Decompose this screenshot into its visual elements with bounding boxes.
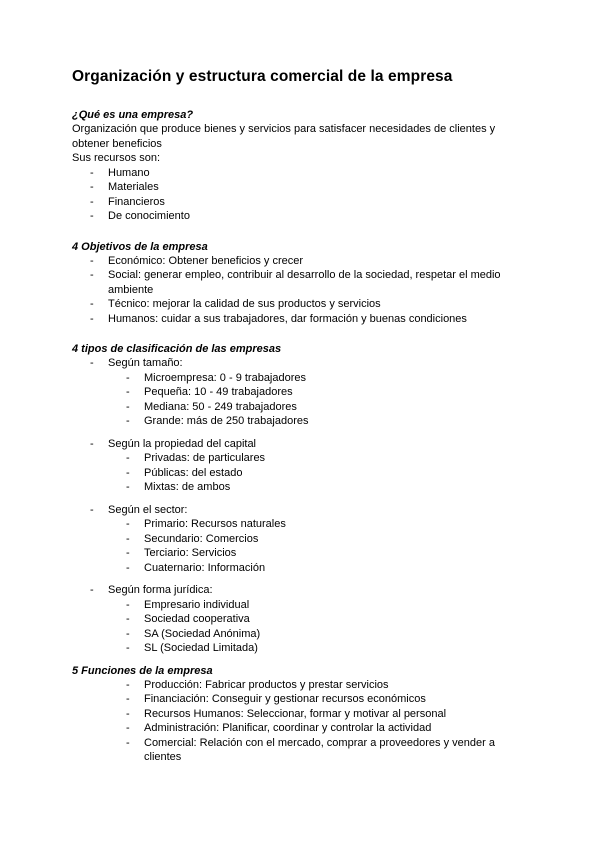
list-item: - Pequeña: 10 - 49 trabajadores [72,385,532,400]
section-funciones [72,664,532,765]
list-item: - Públicas: del estado [72,466,532,481]
group-label: - Según forma jurídica: [72,583,532,598]
list-item: - Grande: más de 250 trabajadores [72,414,532,429]
list-item: - Financiación: Conseguir y gestionar recursos económicos [72,692,532,707]
group-label: - Según el sector: [72,503,532,518]
section-heading: ¿Qué es una empresa? [72,109,194,121]
page-title: Organización y estructura comercial de la empresa [72,68,453,85]
list-item: - Humano [72,166,532,181]
section-heading: 4 Objetivos de la empresa [72,240,208,253]
list-item: - Económico: Obtener beneficios y crecer [72,254,532,269]
list-item: - Técnico: mejorar la calidad de sus productos y servicios [72,297,532,312]
list-item: - Primario: Recursos naturales [72,517,532,532]
resources-list [72,166,532,224]
list-item: - De conocimiento [72,209,532,224]
group-label: - Según tamaño: [72,356,532,371]
list-item: - Mediana: 50 - 249 trabajadores [72,400,532,415]
list-item: - Administración: Planificar, coordinar y controlar la actividad [72,721,532,736]
list-item: - Comercial: Relación con el mercado, comprar a proveedores y vender a clientes [72,736,532,765]
list-item: - Sociedad cooperativa [72,612,532,627]
list-item: - Empresario individual [72,598,532,613]
group-sector [72,503,532,576]
list-item: - Secundario: Comercios [72,532,532,547]
list-item: - Recursos Humanos: Seleccionar, formar y motivar al personal [72,707,532,722]
section-objetivos [72,240,532,327]
list-item: - SL (Sociedad Limitada) [72,641,532,656]
list-item: - Materiales [72,180,532,195]
objectives-list [72,254,532,327]
list-item: - SA (Sociedad Anónima) [72,627,532,642]
list-item: - Producción: Fabricar productos y prestar servicios [72,678,532,693]
list-item: - Microempresa: 0 - 9 trabajadores [72,371,532,386]
list-item: - Mixtas: de ambos [72,480,532,495]
group-label: - Según la propiedad del capital [72,437,532,452]
section-clasificacion [72,342,532,656]
group-tamano [72,356,532,429]
list-item: - Social: generar empleo, contribuir al desarrollo de la sociedad, respetar el medio ambiente [72,268,532,297]
definition-text: Organización que produce bienes y servicios para satisfacer necesidades de clientes y obtener beneficios [72,123,496,150]
list-item: - Privadas: de particulares [72,451,532,466]
section-heading: 4 tipos de clasificación de las empresas [72,343,282,355]
list-item: - Terciario: Servicios [72,546,532,561]
group-propiedad [72,437,532,495]
list-item: - Financieros [72,195,532,210]
section-que-es [72,108,532,224]
resources-intro: Sus recursos son: [72,152,161,164]
section-heading: 5 Funciones de la empresa [72,664,213,677]
list-item: - Humanos: cuidar a sus trabajadores, dar formación y buenas condiciones [72,312,532,327]
document-page [72,68,532,765]
functions-list [72,678,532,765]
list-item: - Cuaternario: Información [72,561,532,576]
group-juridica [72,583,532,656]
